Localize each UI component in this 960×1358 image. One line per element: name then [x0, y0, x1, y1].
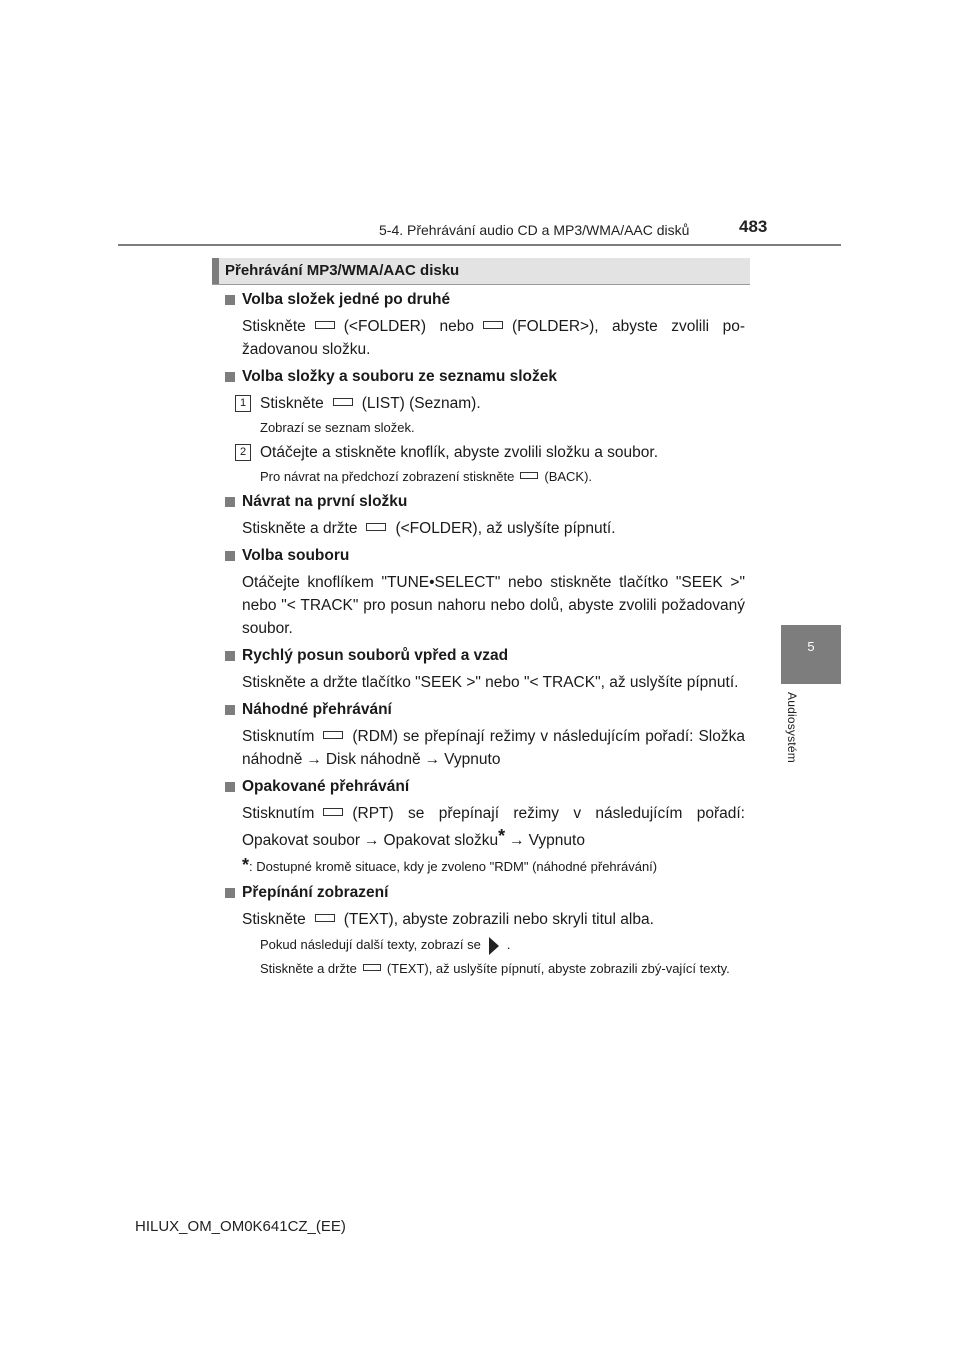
chapter-tab — [781, 625, 841, 684]
header-section-title: 5-4. Přehrávání audio CD a MP3/WMA/AAC disků — [379, 222, 690, 238]
para-folder-step: Stiskněte (<FOLDER) nebo (FOLDER>), abyste zvolili po-žadovanou složku. — [242, 318, 745, 358]
square-bullet-icon — [225, 497, 235, 507]
more-text-arrow-icon — [489, 937, 499, 955]
chapter-label — [785, 692, 805, 782]
para-display: Stiskněte (TEXT), abyste zobrazili nebo skryli titul alba. — [242, 911, 654, 928]
note-display-1: Pokud následují další texty, zobrazí se . — [224, 935, 745, 955]
button-key-icon — [366, 523, 386, 531]
button-key-icon — [315, 914, 335, 922]
button-key-icon — [333, 398, 353, 406]
footnote: *: Dostupné kromě situace, kdy je zvoleno "RDM" (náhodné přehrávání) — [242, 855, 658, 875]
arrow-right-icon: → — [424, 751, 441, 768]
heading-first-folder: Návrat na první složku — [224, 491, 745, 513]
arrow-right-icon: → — [509, 832, 525, 849]
step-number-badge: 2 — [235, 444, 251, 461]
arrow-right-icon: → — [306, 751, 322, 768]
para-repeat: Stisknutím (RPT) se přepínají režimy v následujícím pořadí: Opakovat soubor → Opakovat složku* → Vypnuto — [242, 805, 745, 849]
step-number-badge: 1 — [235, 395, 251, 412]
button-key-icon — [323, 731, 343, 739]
button-key-icon — [363, 964, 381, 971]
content — [224, 289, 745, 982]
heading-folder-list: Volba složky a souboru ze seznamu složek — [224, 366, 745, 388]
page-number: 483 — [739, 217, 768, 236]
heading-file-select: Volba souboru — [224, 545, 745, 567]
section-bar — [212, 258, 750, 285]
note-step-2: Pro návrat na předchozí zobrazení stiskněte (BACK). — [260, 469, 593, 484]
chapter-number: 5 — [807, 639, 815, 654]
chapter-label-text: Audiosystém — [785, 692, 799, 763]
para-random: Stisknutím (RDM) se přepínají režimy v následujícím pořadí: Složka náhodně → Disk náhodně → Vypnuto — [242, 728, 745, 768]
button-key-icon — [520, 472, 538, 479]
heading-repeat: Opakované přehrávání — [224, 776, 745, 798]
square-bullet-icon — [225, 551, 235, 561]
heading-fast-forward: Rychlý posun souborů vpřed a vzad — [224, 645, 745, 667]
note-step-1: Zobrazí se seznam složek. — [260, 420, 415, 435]
square-bullet-icon — [225, 888, 235, 898]
square-bullet-icon — [225, 782, 235, 792]
header-rule — [118, 244, 841, 246]
heading-folder-step: Volba složek jedné po druhé — [224, 289, 745, 311]
para-fast-forward: Stiskněte a držte tlačítko "SEEK >" nebo "< TRACK", až uslyšíte pípnutí. — [242, 674, 739, 691]
square-bullet-icon — [225, 372, 235, 382]
step-2: 2 Otáčejte a stiskněte knoflík, abyste zvolili složku a soubor. — [224, 441, 745, 464]
button-key-icon — [315, 321, 335, 329]
note-display-2: Stiskněte a držte (TEXT), až uslyšíte pípnutí, abyste zobrazili zbý-vající texty. — [260, 960, 730, 976]
button-key-icon — [323, 808, 343, 816]
para-file-select: Otáčejte knoflíkem "TUNE•SELECT" nebo stiskněte tlačítko "SEEK >" nebo "< TRACK" pro posun nahoru nebo dolů, abyste zvolili požadovaný soubor. — [242, 574, 745, 637]
footnote-star: * — [242, 855, 250, 875]
heading-random: Náhodné přehrávání — [224, 699, 745, 721]
heading-display: Přepínání zobrazení — [224, 882, 745, 904]
step-1: 1 Stiskněte (LIST) (Seznam). — [224, 392, 745, 415]
footnote-star: * — [498, 826, 506, 846]
square-bullet-icon — [225, 651, 235, 661]
section-title: Přehrávání MP3/WMA/AAC disku — [225, 262, 460, 279]
section-bar-accent — [212, 258, 219, 284]
square-bullet-icon — [225, 705, 235, 715]
button-key-icon — [483, 321, 503, 329]
footer-document-code: HILUX_OM_OM0K641CZ_(EE) — [135, 1218, 346, 1235]
square-bullet-icon — [225, 295, 235, 305]
arrow-right-icon: → — [364, 832, 380, 849]
para-first-folder: Stiskněte a držte (<FOLDER), až uslyšíte pípnutí. — [242, 520, 616, 537]
